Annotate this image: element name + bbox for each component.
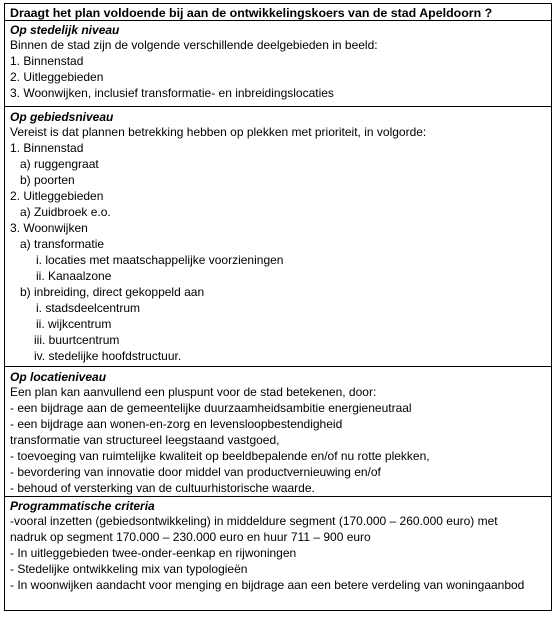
list-item: 1. Binnenstad bbox=[10, 141, 84, 155]
list-item: - In woonwijken aandacht voor menging en bijdrage aan een betere verdeling van woningaanbod bbox=[10, 578, 525, 592]
list-item: iii. buurtcentrum bbox=[34, 333, 120, 347]
list-item: - behoud of versterking van de cultuurhistorische waarde. bbox=[10, 481, 315, 495]
list-item: a) transformatie bbox=[20, 237, 105, 251]
criteria-table bbox=[4, 3, 552, 611]
list-item: b) poorten bbox=[20, 173, 75, 187]
list-item: i. stadsdeelcentrum bbox=[36, 301, 141, 315]
list-item: - een bijdrage aan wonen-en-zorg en levensloopbestendigheid bbox=[10, 417, 343, 431]
list-item: 2. Uitleggebieden bbox=[10, 70, 104, 84]
list-item: i. locaties met maatschappelijke voorzieningen bbox=[36, 253, 284, 267]
table-title: Draagt het plan voldoende bij aan de ontwikkelingskoers van de stad Apeldoorn ? bbox=[5, 4, 551, 21]
section-stedelijk-niveau bbox=[5, 21, 551, 107]
list-item: iv. stedelijke hoofdstructuur. bbox=[34, 349, 182, 363]
list-item: - In uitleggebieden twee-onder-eenkap en rijwoningen bbox=[10, 546, 297, 560]
list-item: - bevordering van innovatie door middel van productvernieuwing en/of bbox=[10, 465, 381, 479]
list-item: a) Zuidbroek e.o. bbox=[20, 205, 111, 219]
section-heading: Op gebiedsniveau bbox=[10, 110, 114, 124]
section-heading: Programmatische criteria bbox=[10, 499, 155, 513]
list-item: b) inbreiding, direct gekoppeld aan bbox=[20, 285, 205, 299]
text-line: Binnen de stad zijn de volgende verschillende deelgebieden in beeld: bbox=[10, 38, 378, 52]
list-item: ii. Kanaalzone bbox=[36, 269, 112, 283]
text-line: Vereist is dat plannen betrekking hebben op plekken met prioriteit, in volgorde: bbox=[10, 125, 427, 139]
text-line: nadruk op segment 170.000 – 230.000 euro en huur 711 – 900 euro bbox=[10, 530, 371, 544]
list-item: 1. Binnenstad bbox=[10, 54, 84, 68]
section-gebiedsniveau bbox=[5, 107, 551, 367]
list-item: transformatie van structureel leegstaand vastgoed, bbox=[10, 433, 280, 447]
text-line: -vooral inzetten (gebiedsontwikkeling) in middeldure segment (170.000 – 260.000 euro) met bbox=[10, 514, 498, 528]
text-line: Een plan kan aanvullend een pluspunt voor de stad betekenen, door: bbox=[10, 385, 377, 399]
list-item: 2. Uitleggebieden bbox=[10, 189, 104, 203]
section-heading: Op locatieniveau bbox=[10, 370, 107, 384]
list-item: 3. Woonwijken, inclusief transformatie- en inbreidingslocaties bbox=[10, 86, 334, 100]
section-locatieniveau bbox=[5, 367, 551, 497]
list-item: 3. Woonwijken bbox=[10, 221, 88, 235]
list-item: ii. wijkcentrum bbox=[36, 317, 112, 331]
list-item: a) ruggengraat bbox=[20, 157, 99, 171]
list-item: - toevoeging van ruimtelijke kwaliteit op beeldbepalende en/of nu rotte plekken, bbox=[10, 449, 430, 463]
section-programmatische-criteria bbox=[5, 497, 551, 610]
section-heading: Op stedelijk niveau bbox=[10, 23, 120, 37]
list-item: - een bijdrage aan de gemeentelijke duurzaamheidsambitie energieneutraal bbox=[10, 401, 412, 415]
list-item: - Stedelijke ontwikkeling mix van typologieën bbox=[10, 562, 248, 576]
